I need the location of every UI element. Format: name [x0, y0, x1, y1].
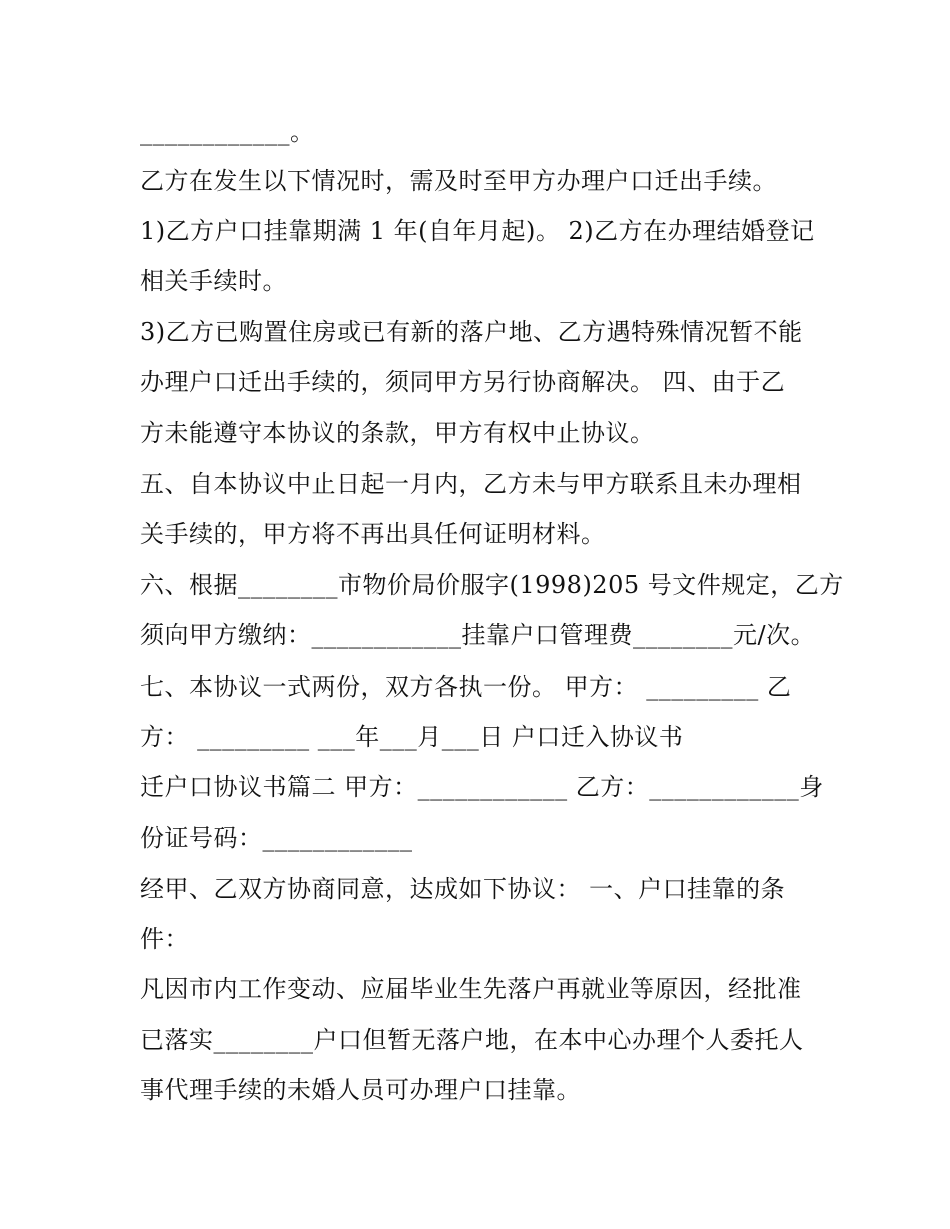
text-line: 六、根据________市物价局价服字(1998)205 号文件规定，乙方 — [140, 571, 844, 599]
text-line: 须向甲方缴纳：____________挂靠户口管理费________元/次。 — [140, 621, 816, 649]
text-line: 方未能遵守本协议的条款，甲方有权中止协议。 — [140, 419, 655, 447]
text-line: 事代理手续的未婚人员可办理户口挂靠。 — [140, 1076, 581, 1104]
text-line: 相关手续时。 — [140, 267, 287, 295]
text-line: 份证号码：____________ — [140, 824, 413, 852]
text-line: 迁户口协议书篇二 甲方：____________ 乙方：____________身 — [140, 773, 824, 801]
text-line: 1)乙方户口挂靠期满 1 年(自年月起)。 2)乙方在办理结婚登记 — [140, 217, 815, 245]
text-line: 办理户口迁出手续的，须同甲方另行协商解决。 四、由于乙 — [140, 368, 786, 396]
text-line: 3)乙方已购置住房或已有新的落户地、乙方遇特殊情况暂不能 — [140, 318, 803, 346]
text-line: 方： _________ ___年___月___日 户口迁入协议书 — [140, 723, 684, 751]
text-line: 经甲、乙双方协商同意，达成如下协议： 一、户口挂靠的条 — [140, 875, 786, 903]
text-line: ____________。 — [140, 118, 315, 146]
text-line: 七、本协议一式两份，双方各执一份。 甲方： _________ 乙 — [140, 673, 792, 701]
text-line: 关手续的，甲方将不再出具任何证明材料。 — [140, 520, 606, 548]
text-line: 凡因市内工作变动、应届毕业生先落户再就业等原因，经批准 — [140, 975, 802, 1003]
text-line: 已落实________户口但暂无落户地，在本中心办理个人委托人 — [140, 1026, 804, 1054]
text-line: 五、自本协议中止日起一月内，乙方未与甲方联系且未办理相 — [140, 470, 802, 498]
text-line: 件： — [140, 925, 189, 953]
text-line: 乙方在发生以下情况时，需及时至甲方办理户口迁出手续。 — [140, 167, 777, 195]
